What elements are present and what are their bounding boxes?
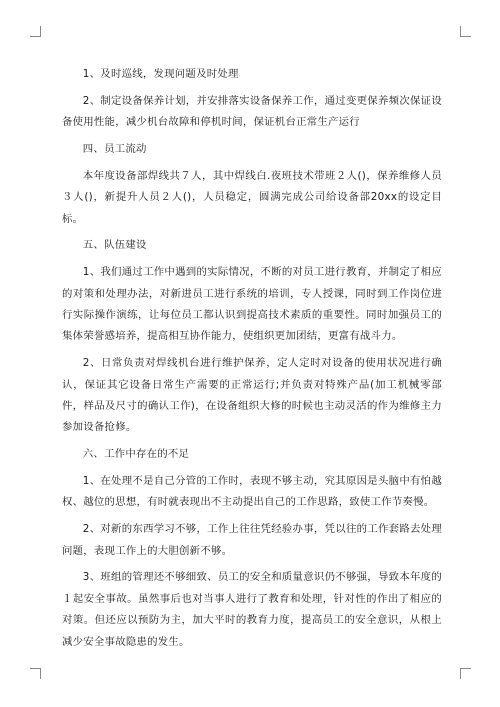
paragraph-staff-count: 本年度设备部焊线共７人，其中焊线白.夜班技术带班２人()，保养维修人员３人()，新提升人员２人()，人员稳定，圆满完成公司给设备部20xx的设定目标。	[62, 169, 442, 225]
paragraph-shortcoming-initiative: 1、在处理不是自己分管的工作时，表现不够主动，究其原因是头脑中有怕越权、越位的思想，有时就表现出不主动提出自己的工作思路，致使工作节奏慢。	[62, 475, 442, 509]
paragraph-maintenance-plan: 2、制定设备保养计划，并安排落实设备保养工作，通过变更保养频次保证设备使用性能，减少机台故障和停机时间，保证机台正常生产运行	[62, 94, 442, 129]
crop-mark-bottom-left	[30, 668, 41, 679]
crop-mark-bottom-right	[460, 668, 471, 679]
paragraph-shortcoming-learning: 2、对新的东西学习不够，工作上往往凭经验办事，凭以往的工作套路去处理问题，表现工作上的大胆创新不够。	[62, 523, 442, 557]
heading-team-building: 五、队伍建设	[82, 239, 147, 252]
paragraph-inspection: 1、及时巡线，发现问题及时处理	[82, 68, 239, 80]
heading-shortcomings: 六、工作中存在的不足	[82, 448, 190, 461]
paragraph-training: 1、我们通过工作中遇到的实际情况，不断的对员工进行教育，并制定了相应的对策和处理办法，对新进员工进行系统的培训，专人授课，同时到工作岗位进行实际操作演练，让每位员工都认识到提高技术素质的重要性。同时加强员工的集体荣誉感培养，提高相互协作能力，使组织更加团结，更富有战斗力。	[62, 266, 442, 343]
crop-mark-top-right	[460, 26, 471, 37]
heading-staff-turnover: 四、员工流动	[82, 143, 147, 155]
crop-mark-top-left	[30, 26, 41, 37]
document-body	[62, 64, 442, 658]
paragraph-daily-maintenance: 2、日常负责对焊线机台进行维护保养，定人定时对设备的使用状况进行确认，保证其它设备日常生产需要的正常运行;并负责对特殊产品(加工机械零部件，样品及尺寸的确认工作)，在设备组织大修的时候也主动灵活的作为维修主力参加设备抢修。	[62, 357, 442, 434]
paragraph-shortcoming-safety: 3、班组的管理还不够细致、员工的安全和质量意识仍不够强，导致本年度的１起安全事故。虽然事后也对当事人进行了教育和处理，针对性的作出了相应的对策。但还应以预防为主，加大平时的教育力度，提高员工的安全意识，从根上减少安全事故隐患的发生。	[62, 571, 442, 648]
